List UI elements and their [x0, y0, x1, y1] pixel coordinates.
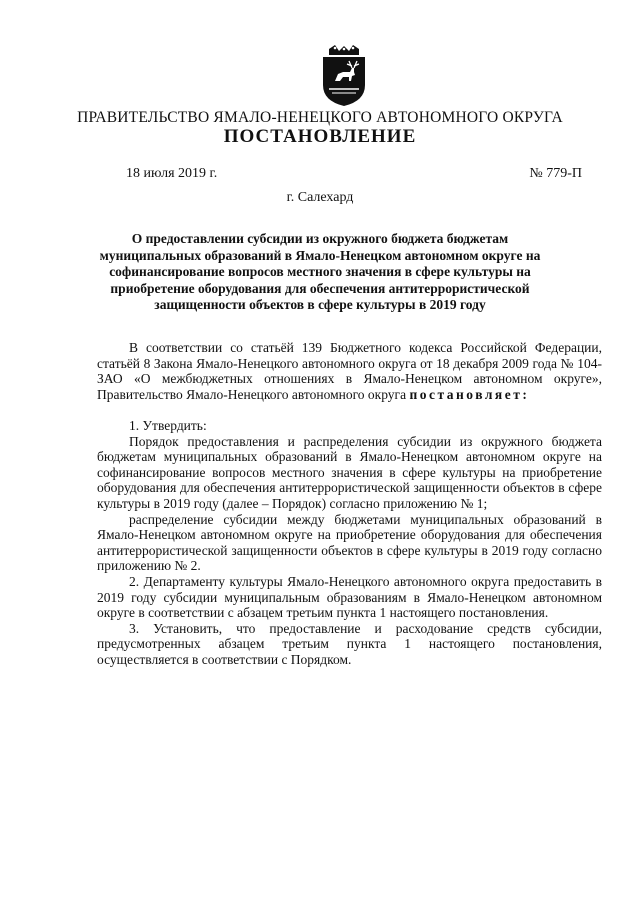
document-body: [97, 340, 602, 667]
government-name: ПРАВИТЕЛЬСТВО ЯМАЛО-НЕНЕЦКОГО АВТОНОМНОГО ОКРУГА: [77, 109, 563, 126]
document-city: г. Салехард: [286, 190, 354, 205]
coat-of-arms-icon: [321, 45, 367, 107]
item-3: 3. Установить, что предоставление и расходование средств субсидии, предусмотренных абзацем третьим пункта 1 настоящего постановления, осуществляется в соответствии с Порядком.: [97, 620, 602, 667]
preamble-paragraph: [97, 340, 602, 402]
item-2: 2. Департаменту культуры Ямало-Ненецкого автономного округа предоставить в 2019 году субсидии муниципальным образованиям в Ямало-Ненецком автономном округе в соответствии с абзацем третьим пункта 1 настоящего постановления.: [97, 573, 602, 621]
document-number: № 779-П: [529, 166, 582, 181]
item-1-paragraph-b: распределение субсидии между бюджетами муниципальных образований в Ямало-Ненецком автономном округе на приобретение оборудования для обеспечения антитеррористической защищенности объектов в сфере культуры в 2019 году согласно приложению № 2.: [97, 511, 602, 574]
preamble-text: В соответствии со статьёй 139 Бюджетного кодекса Российской Федерации, статьёй 8 Закона Ямало-Ненецкого автономного округа от 18 декабря 2009 года № 104-ЗАО «О межбюджетных отношениях в Ямало-Ненецком автономном округе», Правительство Ямало-Ненецкого автономного округа: [97, 340, 602, 402]
item-1-paragraph-a: Порядок предоставления и распределения субсидии из окружного бюджета бюджетам муниципальных образований в Ямало-Ненецком автономном округе на софинансирование вопросов местного значения в сфере культуры на приобретение оборудования для обеспечения антитеррористической защищенности объектов в сфере культуры в 2019 году (далее – Порядок) согласно приложению № 1;: [97, 433, 602, 511]
item-1: 1. Утвердить:: [129, 417, 207, 433]
document-title: О предоставлении субсидии из окружного бюджета бюджетам муниципальных образований в Ямало-Ненецком автономном округе на софинансирование вопросов местного значения в сфере культуры на приобретение оборудования для обеспечения антитеррористической защищенности объектов в сфере культуры в 2019 году: [99, 231, 541, 312]
document-type: ПОСТАНОВЛЕНИЕ: [223, 126, 417, 147]
document-date: 18 июля 2019 г.: [126, 166, 218, 181]
decree-word: постановляет:: [409, 386, 530, 402]
